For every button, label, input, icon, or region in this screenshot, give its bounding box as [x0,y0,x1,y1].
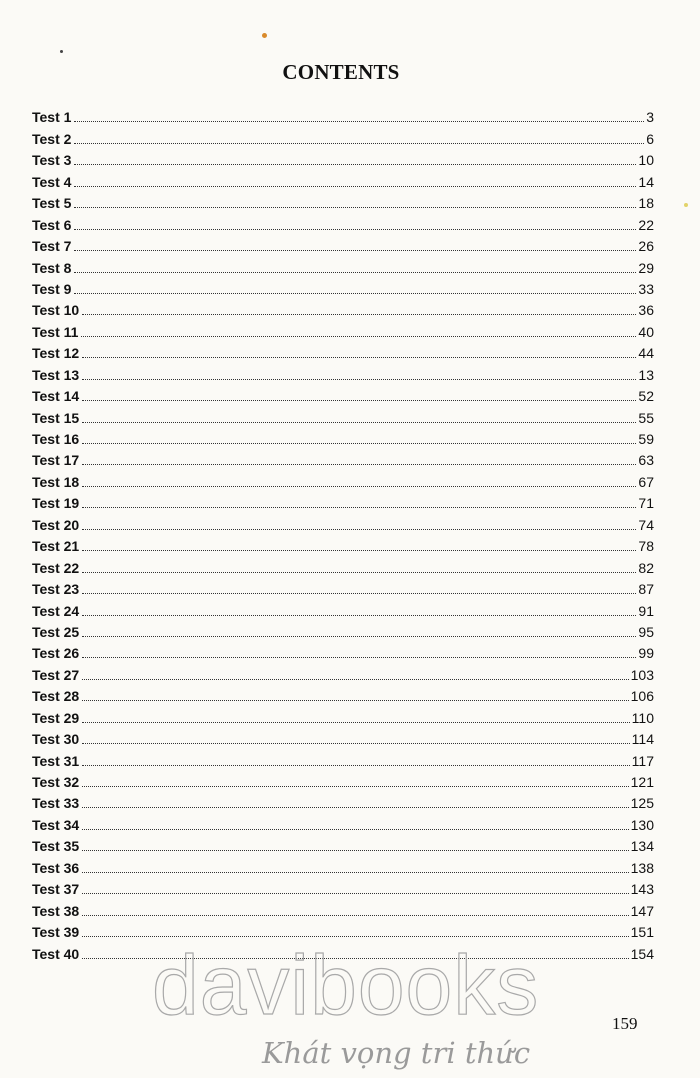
dot-leader [82,528,636,530]
toc-entry-page: 18 [638,195,654,212]
page-number: 159 [612,1014,638,1033]
toc-entry-page: 74 [638,516,654,533]
dot-leader [82,914,628,916]
toc-entry [32,447,654,468]
toc-entry-label: Test 10 [32,302,80,319]
toc-entry-label: Test 37 [32,881,80,898]
dot-leader [82,849,628,851]
toc-entry [32,876,654,897]
toc-entry [32,511,654,532]
toc-entry-page: 14 [638,173,654,190]
toc-entry [32,276,654,297]
toc-entry-page: 63 [638,452,654,469]
toc-entry [32,854,654,875]
toc-entry-label: Test 35 [32,838,80,855]
toc-entry-page: 110 [631,709,654,726]
toc-entry-label: Test 1 [32,109,72,126]
toc-entry [32,233,654,254]
toc-entry-label: Test 20 [32,516,80,533]
toc-entry-page: 10 [638,152,654,169]
toc-entry-page: 3 [646,109,654,126]
toc-entry [32,683,654,704]
dot-leader [82,356,636,358]
toc-entry-label: Test 39 [32,924,80,941]
toc-entry [32,361,654,382]
toc-entry-page: 13 [638,366,654,383]
watermark-brand: davibooks [152,938,540,1032]
toc-entry-page: 67 [638,473,654,490]
toc-entry-label: Test 12 [32,345,80,362]
toc-entry-label: Test 23 [32,581,80,598]
toc-entry-label: Test 15 [32,409,80,426]
dot-leader [82,828,628,830]
toc-entry-page: 22 [638,216,654,233]
toc-entry-page: 87 [638,581,654,598]
dot-leader [74,163,636,165]
toc-entry [32,533,654,554]
toc-entry-label: Test 21 [32,538,80,555]
toc-entry [32,811,654,832]
dot-leader [82,571,636,573]
toc-entry [32,211,654,232]
dot-leader [82,378,636,380]
toc-entry-page: 26 [638,238,654,255]
toc-entry [32,297,654,318]
toc-entry-page: 143 [630,881,654,898]
dot-leader [82,699,628,701]
toc-entry [32,576,654,597]
dot-leader [82,764,629,766]
dot-leader [82,678,628,680]
toc-entry-label: Test 8 [32,259,72,276]
toc-entry [32,554,654,575]
toc-entry-page: 99 [638,645,654,662]
dot-leader [82,892,628,894]
toc-entry-label: Test 27 [32,666,80,683]
toc-entry-page: 121 [630,774,654,790]
toc-entry-label: Test 19 [32,495,80,512]
toc-entry-page: 117 [631,752,654,769]
toc-entry [32,340,654,361]
toc-entry [32,404,654,425]
dot-leader [82,721,629,723]
toc-entry-label: Test 31 [32,752,80,769]
toc-entry-label: Test 14 [32,388,80,405]
toc-entry-label: Test 40 [32,945,80,962]
toc-entry [32,661,654,682]
toc-entry-label: Test 25 [32,623,80,640]
toc-entry-label: Test 30 [32,731,80,748]
toc-entry-page: 91 [638,602,654,619]
dot-leader [82,614,636,616]
toc-entry-page: 82 [638,559,654,576]
toc-entry-label: Test 24 [32,602,80,619]
dot-leader [82,399,636,401]
toc-entry-page: 29 [638,259,654,276]
toc-entry [32,919,654,940]
toc-entry-page: 40 [638,323,654,340]
toc-entry [32,833,654,854]
dot-leader [82,549,636,551]
dot-leader [82,742,629,744]
toc-entry [32,147,654,168]
toc-entry [32,125,654,146]
dot-leader [82,506,636,508]
toc-entry-label: Test 13 [32,366,80,383]
toc-entry-page: 114 [631,731,654,748]
toc-entry-label: Test 33 [32,795,80,812]
dot-leader [82,785,628,787]
dot-leader [81,335,636,337]
toc-entry [32,168,654,189]
toc-entry-page: 147 [630,902,654,919]
toc-entry-label: Test 26 [32,645,80,662]
toc-entry-page: 44 [638,345,654,362]
toc-entry-label: Test 29 [32,709,80,726]
toc-entry [32,619,654,640]
toc-entry-label: Test 4 [32,173,72,190]
toc-entry-label: Test 3 [32,152,72,169]
dot-leader [74,249,636,251]
toc-entry-label: Test 32 [32,774,80,790]
toc-entry [32,704,654,725]
dot-leader [82,656,636,658]
toc-entry-page: 154 [630,945,654,962]
toc-entry [32,726,654,747]
toc-entry-page: 103 [630,666,654,683]
toc-entry-label: Test 34 [32,816,80,833]
toc-entry-label: Test 22 [32,559,80,576]
toc-entry-label: Test 6 [32,216,72,233]
dot-leader [74,185,636,187]
dot-leader [74,120,644,122]
dot-leader [82,421,636,423]
dot-leader [82,485,636,487]
toc-entry-page: 95 [638,623,654,640]
page-title: CONTENTS [282,60,400,85]
toc-entry [32,104,654,125]
toc-entry-page: 52 [638,388,654,405]
toc-entry [32,897,654,918]
toc-entry-label: Test 5 [32,195,72,212]
page-speck [684,203,688,207]
toc-entry-page: 130 [630,816,654,833]
watermark-tagline: Khát vọng tri thức [262,1036,531,1070]
page-speck [262,33,267,38]
toc-entry-label: Test 2 [32,130,72,147]
dot-leader [82,592,636,594]
toc-entry-label: Test 9 [32,280,72,297]
dot-leader [82,442,636,444]
toc-entry-label: Test 36 [32,859,80,876]
dot-leader [82,806,628,808]
toc-entry [32,383,654,404]
toc-entry [32,597,654,618]
toc-entry-label: Test 38 [32,902,80,919]
dot-leader [74,271,636,273]
toc-entry [32,468,654,489]
toc-entry-page: 125 [630,795,654,812]
toc-entry-label: Test 17 [32,452,80,469]
toc-entry [32,318,654,339]
dot-leader [82,463,636,465]
toc-entry-label: Test 11 [32,323,79,340]
toc-entry [32,747,654,768]
toc-entry-page: 138 [630,859,654,876]
dot-leader [82,871,628,873]
dot-leader [82,313,636,315]
dot-leader [82,635,636,637]
toc-entry [32,426,654,447]
toc-entry-page: 33 [638,280,654,297]
toc-entry-page: 106 [630,688,654,705]
toc-entry-page: 78 [638,538,654,555]
toc-entry-page: 134 [630,838,654,855]
toc-entry-page: 6 [646,130,654,147]
dot-leader [74,228,636,230]
toc-entry-label: Test 16 [32,431,80,447]
dot-leader [82,935,628,937]
toc-entry-page: 59 [638,431,654,447]
page-speck [60,50,63,53]
dot-leader [74,142,644,144]
toc-entry [32,769,654,790]
toc-entry-page: 55 [638,409,654,426]
toc-entry [32,640,654,661]
toc-entry [32,490,654,511]
toc-entry [32,190,654,211]
dot-leader [74,206,636,208]
toc-entry-label: Test 18 [32,473,80,490]
dot-leader [74,292,636,294]
toc-entry-page: 71 [638,495,654,512]
toc-entry-page: 151 [630,924,654,941]
toc-entry-label: Test 28 [32,688,80,705]
toc-entry-label: Test 7 [32,238,72,255]
toc-entry [32,790,654,811]
toc-entry-page: 36 [638,302,654,319]
table-of-contents [32,104,654,962]
toc-entry [32,254,654,275]
